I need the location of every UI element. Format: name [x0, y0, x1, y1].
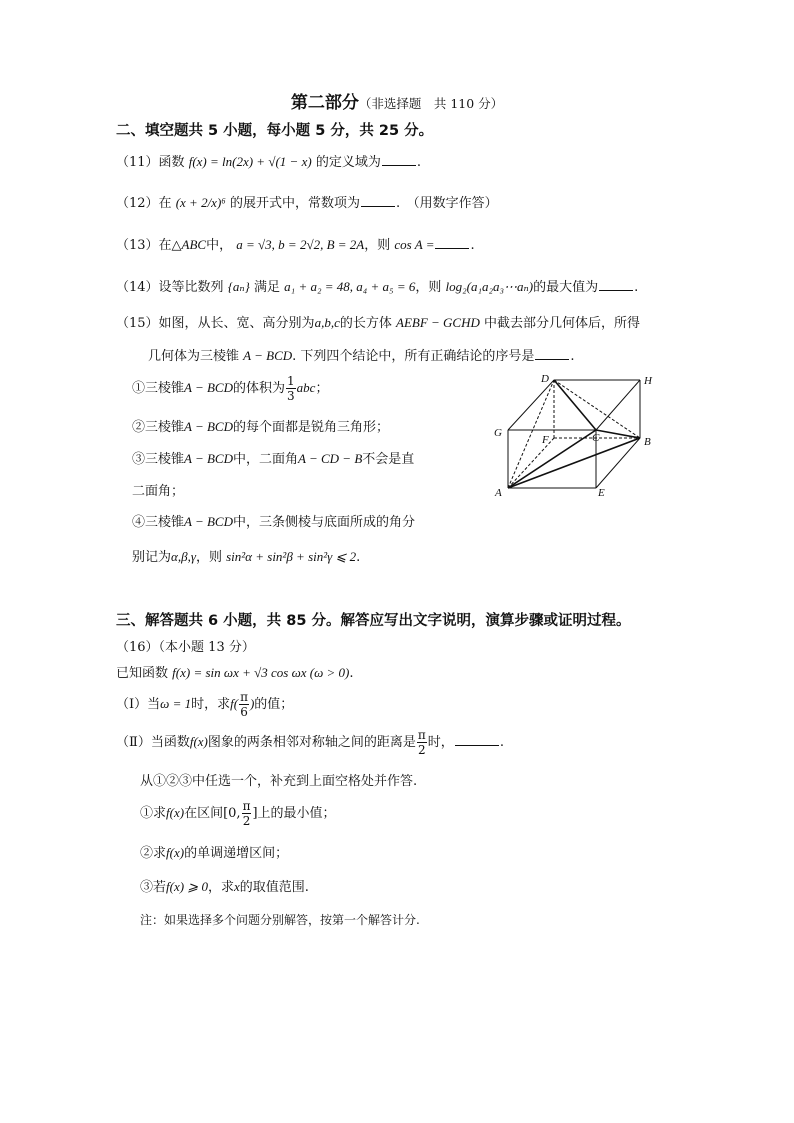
question-15-line1: [116, 312, 640, 331]
q13-ask: cos A =: [394, 237, 435, 252]
q15-number: （15）: [116, 316, 159, 331]
q13-lead: 在△: [158, 238, 182, 253]
q16-p1-c: 的值；: [254, 697, 294, 712]
q16-c1-f: f(x): [166, 805, 185, 820]
q15-option-3: [132, 448, 414, 467]
q16-p1-b: 时，求: [191, 697, 231, 712]
label-E: E: [598, 487, 605, 499]
q15-opt3-b: 中，二面角: [233, 452, 299, 467]
frac-denominator: 2: [418, 743, 426, 757]
q16-p1-close: ): [249, 696, 255, 711]
q16-given: [116, 662, 354, 681]
q12-answer-blank: [361, 194, 395, 207]
q16-p2-f: f(x): [189, 734, 208, 749]
q11-end: .: [416, 155, 421, 170]
q15-opt4-b: 中，三条侧棱与底面所成的角分: [233, 515, 416, 530]
question-12: [116, 192, 498, 211]
q16-c1-fraction: [242, 800, 252, 827]
question-15-line2: [148, 345, 575, 364]
question-11: [116, 151, 421, 170]
label-D: D: [541, 373, 549, 385]
q15-option-4-line2: [132, 546, 360, 565]
label-C: C: [592, 432, 600, 444]
q16-c1-b: 在区间: [184, 806, 224, 821]
q15-opt3-c: 不会是直: [362, 452, 415, 467]
q12-tail: 的展开式中，常数项为: [229, 196, 360, 211]
q15-option-2: [132, 416, 389, 435]
label-G: G: [494, 427, 502, 439]
label-B: B: [644, 436, 651, 448]
q14-number: （14）: [116, 280, 159, 295]
frac-numerator: 1: [287, 374, 295, 388]
q15-answer-blank: [535, 347, 569, 360]
q15-opt1-fraction: [286, 375, 296, 402]
q14-tail: ，则: [415, 280, 442, 295]
q15-opt1-abc: abc: [296, 380, 316, 395]
q16-c3-cond: f(x) ⩾ 0: [166, 879, 208, 894]
q15-opt1-b: 的体积为: [233, 381, 286, 396]
q16-c2-a: ②求: [140, 846, 167, 861]
q15-opt3-a: ③三棱锥: [132, 452, 185, 467]
q15-opt2-pyr: A − BCD: [184, 419, 233, 434]
q15-opt4-a: ④三棱锥: [132, 515, 185, 530]
section3-heading: 三、解答题共 6 小题，共 85 分。解答应写出文字说明，演算步骤或证明过程。: [116, 613, 631, 629]
q16-c3-x: x: [233, 879, 240, 894]
q14-cond-text: 满足: [254, 280, 281, 295]
q16-c1-a: ①求: [140, 806, 167, 821]
q15-opt4-line2-b: ，则: [195, 550, 222, 565]
q16-choice-3: [140, 876, 309, 895]
label-H: H: [644, 375, 652, 387]
q14-end: .: [634, 280, 639, 295]
q15-dims: a,b,c: [314, 315, 340, 330]
q16-part2: [116, 727, 504, 758]
q16-p1-f: f(: [230, 696, 239, 711]
q16-p1-a: （Ⅰ）当: [116, 697, 161, 712]
q13-triangle: ABC: [181, 237, 207, 252]
frac-denominator: 3: [287, 389, 295, 403]
q16-p2-c: 时，: [427, 735, 454, 750]
q15-opt4-inequality: sin²α + sin²β + sin²γ ⩽ 2: [226, 549, 357, 564]
q15-opt3-angle: A − CD − B: [298, 451, 363, 466]
q16-given-a: 已知函数: [116, 666, 169, 681]
q16-p2-a: （Ⅱ）当函数: [116, 735, 190, 750]
q11-number: （11）: [116, 155, 159, 170]
q15-opt4-angles: α,β,γ: [171, 549, 196, 564]
q15-option-3-cont: 二面角；: [132, 484, 185, 499]
q16-c2-b: 的单调递增区间；: [184, 846, 289, 861]
q14-expression: log₂(a₁a₂a₃⋯aₙ): [445, 279, 534, 294]
q15-opt1-a: ①三棱锥: [132, 381, 185, 396]
q15-opt1-end: ；: [315, 381, 329, 396]
q16-c1-open: [0,: [223, 806, 241, 821]
q15-opt3-pyr: A − BCD: [184, 451, 233, 466]
q16-note: 注：如果选择多个问题分别解答，按第一个解答计分.: [140, 913, 420, 927]
q13-formula: a = √3, b = 2√2, B = 2A: [236, 237, 365, 252]
q16-p1-fraction: [239, 691, 249, 718]
q15-opt2-b: 的每个面都是锐角三角形；: [233, 420, 390, 435]
q15-opt4-line2-a: 别记为: [132, 550, 172, 565]
q15-opt2-a: ②三棱锥: [132, 420, 185, 435]
q15-line2-a: 几何体为三棱锥: [148, 349, 240, 364]
edge-GD: [508, 380, 554, 430]
q11-lead: 函数: [158, 155, 185, 170]
q15-line2-b: . 下列四个结论中，所有正确结论的序号是: [292, 349, 535, 364]
q13-mid: 中，: [206, 238, 233, 253]
section-title: [0, 88, 794, 113]
q13-end: .: [470, 238, 475, 253]
q15-line2-end: .: [570, 349, 575, 364]
q15-opt4-pyr: A − BCD: [184, 514, 233, 529]
cuboid-figure: [486, 370, 658, 502]
q16-c1-c: 上的最小值；: [257, 806, 336, 821]
q15-box: AEBF − GCHD: [396, 315, 480, 330]
part-title: 第二部分: [290, 93, 359, 113]
q16-part1: [116, 689, 293, 720]
q16-p2-end: .: [499, 735, 504, 750]
q16-c2-f: f(x): [166, 845, 185, 860]
q15-option-4: [132, 511, 415, 530]
q16-choice-1: [140, 798, 336, 829]
q13-answer-blank: [435, 236, 469, 249]
q15-line1-c: 中截去部分几何体后，所得: [484, 316, 641, 331]
q15-opt4-end: .: [356, 550, 361, 565]
q14-tail2: 的最大值为: [533, 280, 599, 295]
q16-c3-b: ，求: [207, 880, 234, 895]
q14-answer-blank: [599, 278, 633, 291]
q16-function: f(x) = sin ωx + √3 cos ωx (ω > 0): [172, 665, 350, 680]
question-13: [116, 234, 475, 253]
edge-AB: [508, 438, 640, 488]
frac-numerator: π: [242, 799, 251, 813]
q15-opt1-pyr: A − BCD: [184, 380, 233, 395]
q16-p2-b: 图象的两条相邻对称轴之间的距离是: [207, 735, 416, 750]
q16-c3-c: 的取值范围.: [239, 880, 309, 895]
edge-DC: [554, 380, 596, 430]
q12-end: . （用数字作答）: [395, 196, 498, 211]
q16-choose: 从①②③中任选一个，补充到上面空格处并作答.: [140, 774, 418, 789]
q12-number: （12）: [116, 196, 159, 211]
q12-formula: (x + 2/x)⁶: [175, 195, 226, 210]
q14-sequence: {aₙ}: [227, 279, 250, 294]
q16-p2-fraction: [417, 729, 427, 756]
q15-line1-b: 的长方体: [339, 316, 392, 331]
frac-numerator: π: [240, 690, 248, 704]
q16-given-end: .: [349, 666, 354, 681]
q16-choice-2: [140, 842, 288, 861]
q11-formula: f(x) = ln(2x) + √(1 − x): [188, 154, 312, 169]
frac-denominator: 6: [240, 705, 248, 719]
q15-option-1: [132, 373, 328, 404]
q14-lead: 设等比数列: [158, 280, 224, 295]
q13-tail: ，则: [364, 238, 391, 253]
section2-heading: 二、填空题共 5 小题，每小题 5 分，共 25 分。: [116, 123, 434, 139]
q12-lead: 在: [158, 196, 172, 211]
q11-tail: 的定义域为: [315, 155, 381, 170]
q13-number: （13）: [116, 238, 159, 253]
q15-pyramid: A − BCD: [243, 348, 293, 363]
part-subtitle: （非选择题 共 110 分）: [358, 96, 504, 111]
q16-c3-a: ③若: [140, 880, 167, 895]
q16-p1-cond: ω = 1: [160, 696, 192, 711]
label-F: F: [542, 434, 549, 446]
edge-CH: [596, 380, 640, 430]
q16-answer-blank: [455, 733, 499, 746]
question-14: [116, 276, 638, 295]
q15-line1-a: 如图，从长、宽、高分别为: [158, 316, 315, 331]
frac-numerator: π: [417, 728, 426, 742]
q11-answer-blank: [382, 153, 416, 166]
label-A: A: [495, 487, 502, 499]
q16-c1-close: ]: [252, 806, 258, 821]
frac-denominator: 2: [242, 814, 251, 828]
q16-number: （16）（本小题 13 分）: [116, 640, 255, 655]
q14-condition: a₁ + a₂ = 48, a₄ + a₅ = 6: [284, 279, 416, 294]
